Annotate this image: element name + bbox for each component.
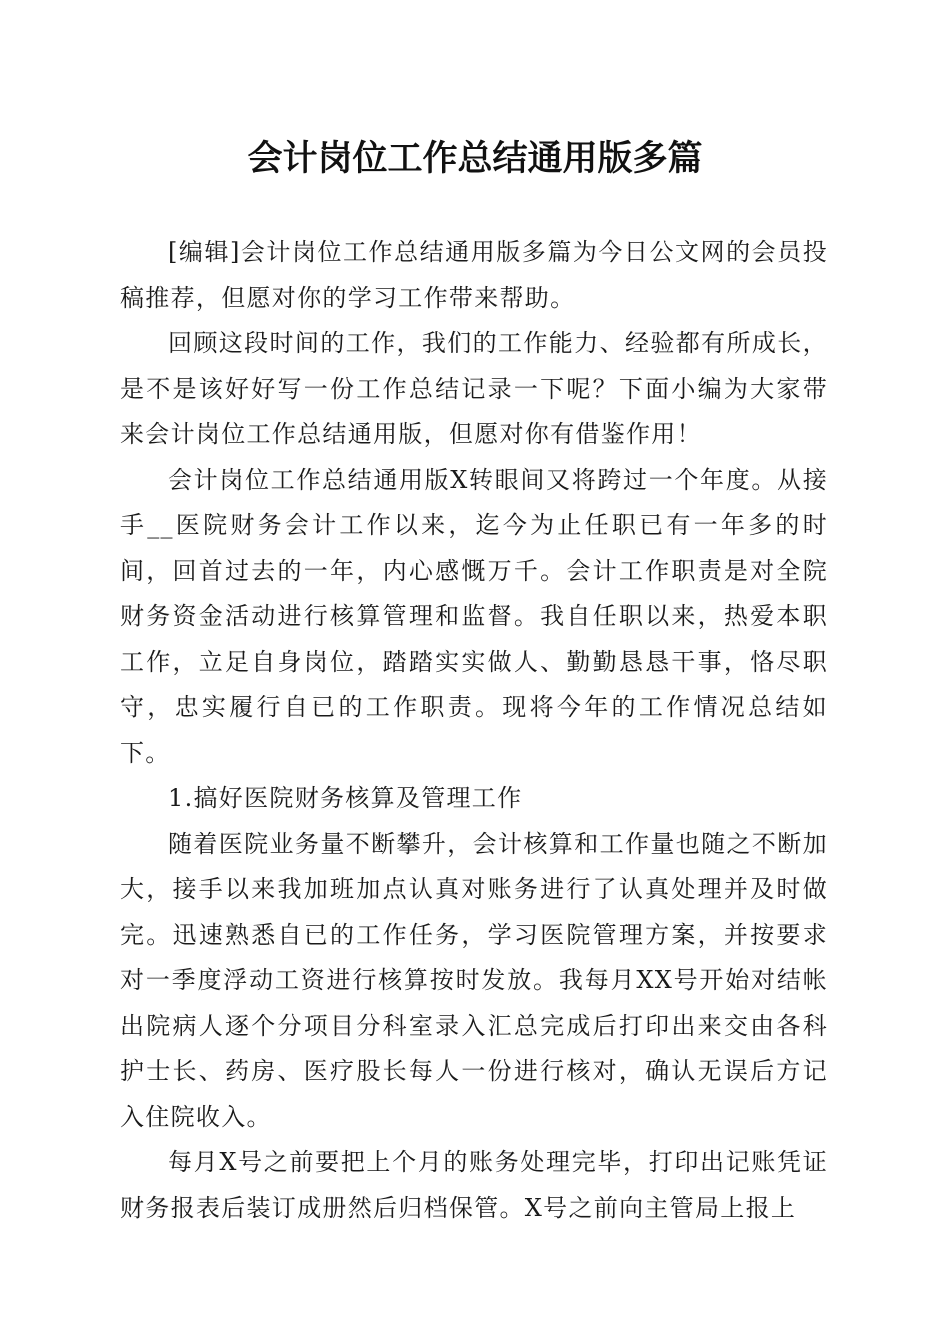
paragraph-review: 回顾这段时间的工作，我们的工作能力、经验都有所成长，是不是该好好写一份工作总结记录一下呢？下面小编为大家带来会计岗位工作总结通用版，但愿对你有借鉴作用！ <box>120 329 828 448</box>
document-body <box>120 230 828 1231</box>
page-title: 会计岗位工作总结通用版多篇 <box>247 138 703 179</box>
paragraph-accounting: 随着医院业务量不断攀升，会计核算和工作量也随之不断加大，接手以来我加班加点认真对账务进行了认真处理并及时做完。迅速熟悉自已的工作任务，学习医院管理方案，并按要求对一季度浮动工资进行核算按时发放。我每月XX号开始对结帐出院病人逐个分项目分科室录入汇总完成后打印出来交由各科护士长、药房、医疗股长每人一份进行核对，确认无误后方记入住院收入。 <box>120 829 828 1131</box>
paragraph-summary: 会计岗位工作总结通用版X转眼间又将跨过一个年度。从接手__医院财务会计工作以来，迄今为止任职已有一年多的时间，回首过去的一年，内心感慨万千。会计工作职责是对全院财务资金活动进行核算管理和监督。我自任职以来，热爱本职工作，立足自身岗位，踏踏实实做人、勤勤恳恳干事，恪尽职守，忠实履行自已的工作职责。现将今年的工作情况总结如下。 <box>120 465 828 767</box>
section-heading: 1.搞好医院财务核算及管理工作 <box>168 784 523 812</box>
paragraph-intro: [编辑]会计岗位工作总结通用版多篇为今日公文网的会员投稿推荐，但愿对你的学习工作带来帮助。 <box>120 238 828 312</box>
paragraph-monthly: 每月X号之前要把上个月的账务处理完毕，打印出记账凭证财务报表后装订成册然后归档保管。X号之前向主管局上报上 <box>120 1148 828 1222</box>
